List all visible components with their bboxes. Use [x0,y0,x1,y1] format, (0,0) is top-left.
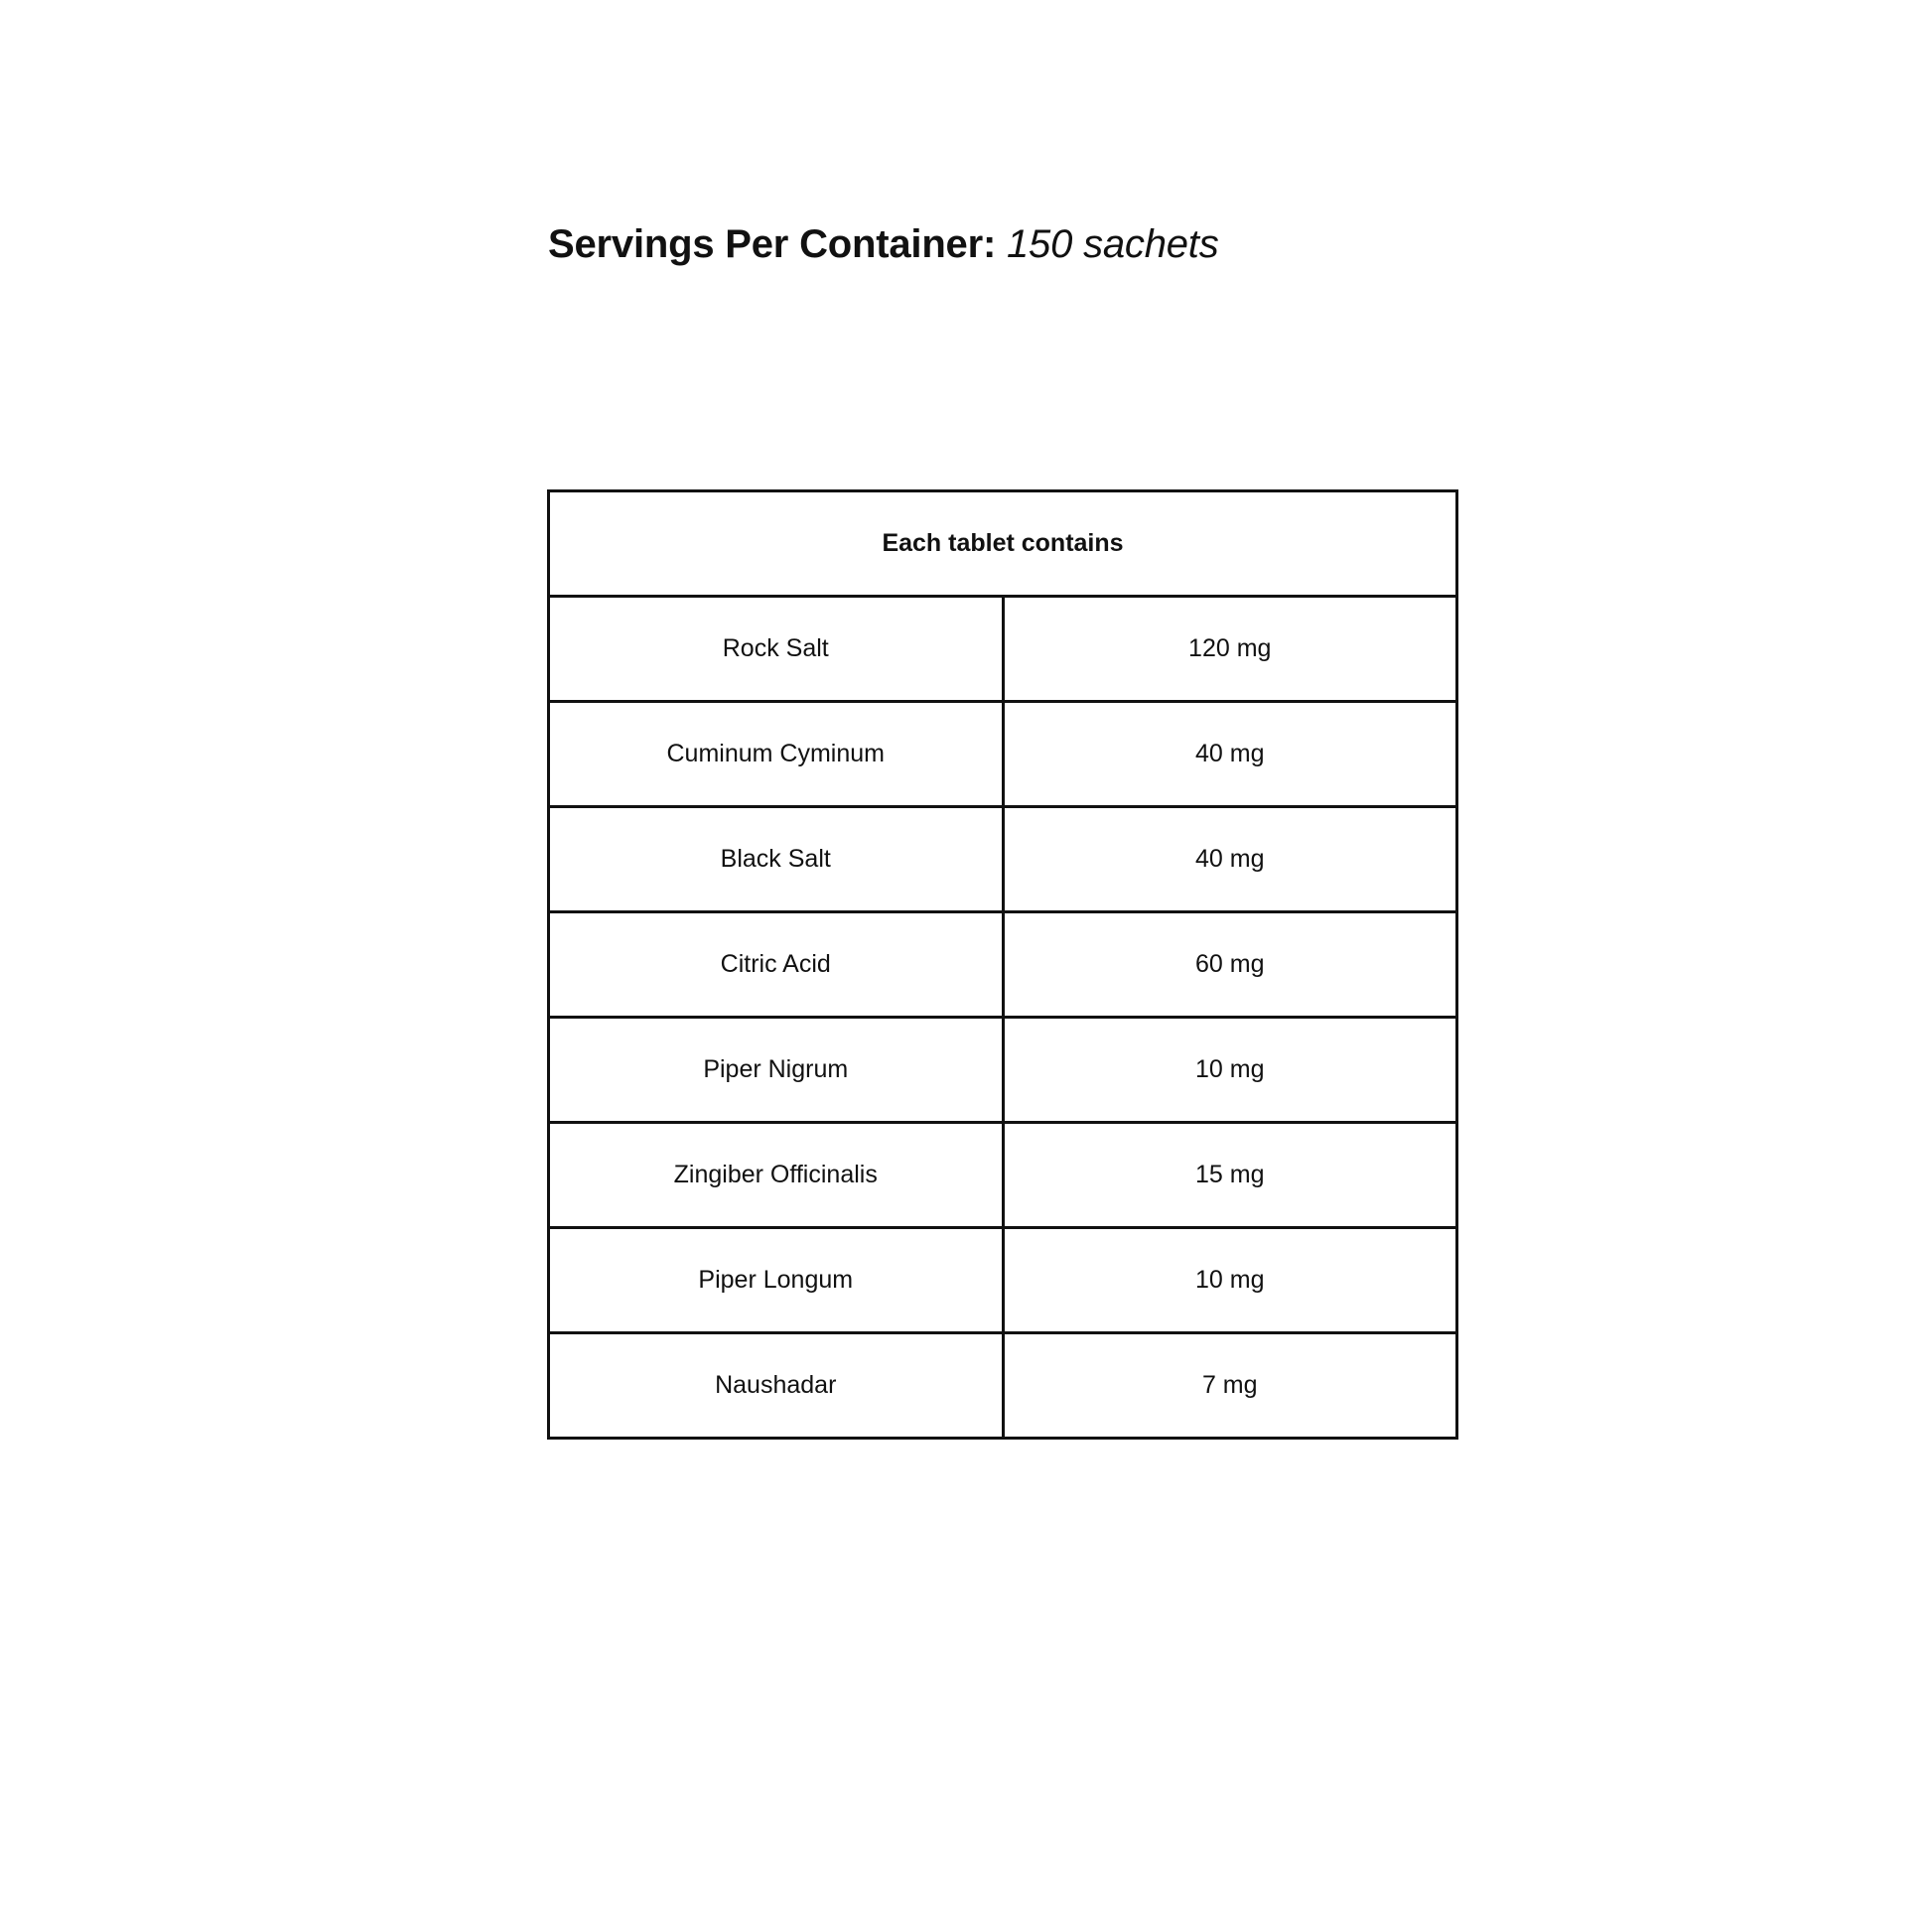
table-header-row [549,491,1457,597]
ingredient-name: Zingiber Officinalis [549,1123,1004,1228]
ingredient-amount: 40 mg [1003,702,1457,807]
ingredient-name: Cuminum Cyminum [549,702,1004,807]
table-row [549,702,1457,807]
ingredient-amount: 40 mg [1003,807,1457,912]
ingredient-name: Naushadar [549,1333,1004,1439]
ingredient-amount: 7 mg [1003,1333,1457,1439]
table-row [549,1333,1457,1439]
table-header: Each tablet contains [549,491,1457,597]
ingredient-name: Rock Salt [549,597,1004,702]
ingredient-amount: 60 mg [1003,912,1457,1018]
ingredients-table [547,489,1458,1440]
table-row [549,1228,1457,1333]
servings-label: Servings Per Container: [548,222,997,266]
table-row [549,1018,1457,1123]
ingredient-amount: 10 mg [1003,1228,1457,1333]
table-row [549,912,1457,1018]
servings-value: 150 sachets [1007,222,1219,266]
ingredient-name: Piper Longum [549,1228,1004,1333]
table-row [549,807,1457,912]
ingredient-amount: 15 mg [1003,1123,1457,1228]
ingredient-name: Citric Acid [549,912,1004,1018]
ingredient-name: Black Salt [549,807,1004,912]
ingredient-amount: 120 mg [1003,597,1457,702]
table-row [549,597,1457,702]
ingredient-amount: 10 mg [1003,1018,1457,1123]
servings-per-container [548,220,1219,268]
ingredient-name: Piper Nigrum [549,1018,1004,1123]
table-row [549,1123,1457,1228]
